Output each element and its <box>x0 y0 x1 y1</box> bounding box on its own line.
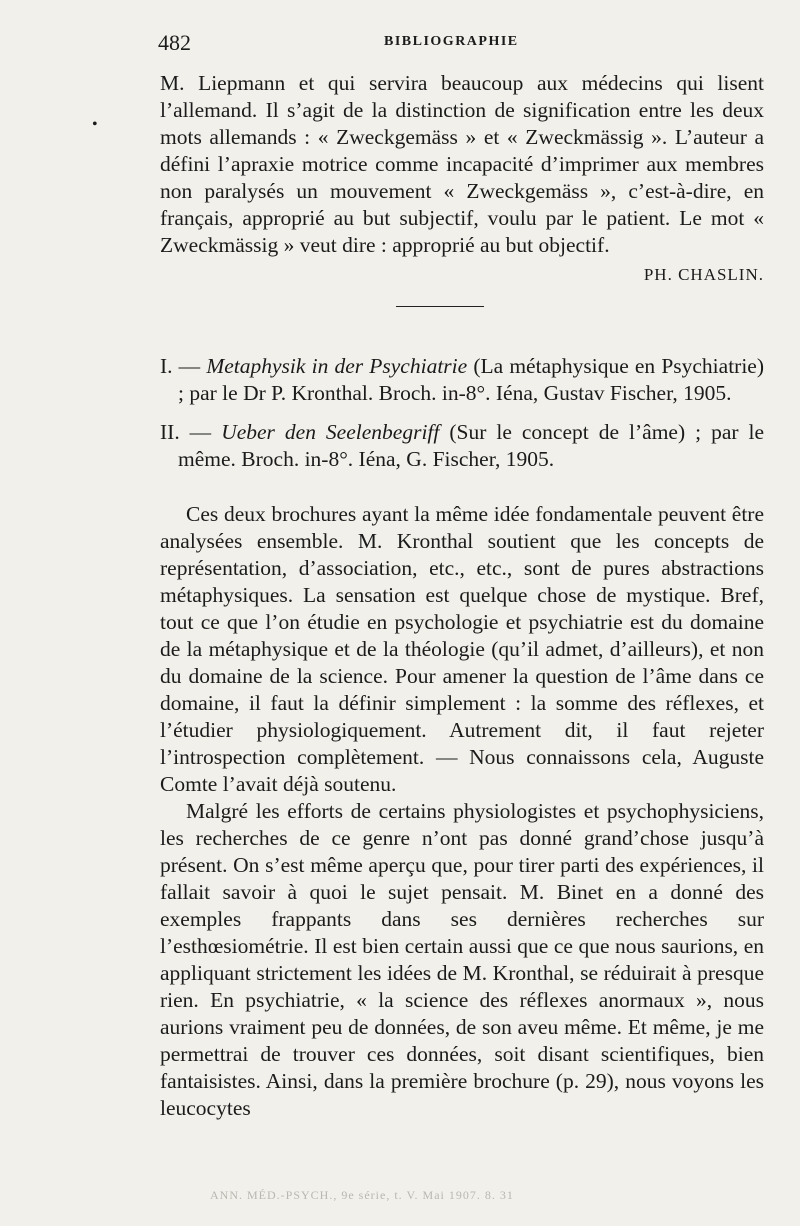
review-paragraph: Malgré les efforts de certains physiologistes et psychophysiciens, les recherches de ce genre n’ont pas donné grand’chose jusqu’à présent. On s’est même aperçu que, pour tirer parti des expériences, il fallait savoir à quoi le sujet pensait. M. Binet en a donné des exemples frappants dans ses dernières recherches sur l’esthœsiométrie. Il est bien certain aussi que ce que nous saurions, en appliquant strictement les idées de M. Kronthal, se réduirait à presque rien. En psychiatrie, « la science des réflexes anormaux », nous aurions vraiment peu de données, de son aveu même. Et même, je me permettrai de trouver ces données, soit disant scientifiques, bien fantaisistes. Ainsi, dans la première brochure (p. 29), nous voyons les leucocytes <box>160 799 764 1120</box>
bibliographic-entry <box>160 419 764 473</box>
entry-number: II. — <box>160 420 212 444</box>
review-paragraph: M. Liepmann et qui servira beaucoup aux médecins qui lisent l’allemand. Il s’agit de la distinction de signification entre les deux mots allemands : « Zweckgemäss » et « Zweckmässig ». L’auteur a défini l’apraxie motrice comme incapacité d’imprimer aux membres non paralysés un mouvement « Zweckgemäss », c’est-à-dire, en français, approprié au but subjectif, voulu par le patient. Le mot « Zweckmässig » veut dire : approprié au but objectif. <box>160 71 764 257</box>
entry-title: Ueber den Seelenbegriff <box>221 420 440 444</box>
bibliographic-entry <box>160 353 764 407</box>
review-paragraph: Ces deux brochures ayant la même idée fondamentale peuvent être analysées ensemble. M. Kronthal soutient que les concepts de représentation, d’association, etc., etc., sont de pures abstractions métaphysiques. La sensation est quelque chose de mystique. Bref, tout ce que l’on étudie en psychologie et psychiatrie est du domaine de la métaphysique et de la théologie (qu’il admet, d’ailleurs), et non du domaine de la science. Pour amener la question de l’âme dans ce domaine, il faut la définir simplement : la somme des réflexes, et l’étudier physiologiquement. Autrement dit, il faut rejeter l’introspection complètement. — Nous connaissons cela, Auguste Comte l’avait déjà soutenu. <box>160 502 764 796</box>
section-divider <box>396 306 484 307</box>
entry-number: I. — <box>160 354 201 378</box>
running-head: BIBLIOGRAPHIE <box>384 34 519 49</box>
page-number: 482 <box>158 30 191 55</box>
page-footer: ANN. MÉD.-PSYCH., 9e série, t. V. Mai 1907. 8. 31 <box>210 1188 514 1202</box>
reviewer-signature: PH. CHASLIN. <box>643 265 764 284</box>
margin-mark: • <box>92 116 98 133</box>
entry-title: Metaphysik in der Psychiatrie <box>206 354 468 378</box>
entry-details: (La métaphysique en Psychiatrie) ; par le Dr P. Kronthal. Broch. in-8°. Iéna, Gustav Fischer, 1905. <box>178 354 765 405</box>
page-header <box>158 30 750 64</box>
spacer <box>160 485 764 501</box>
body-text <box>160 70 764 1122</box>
entry-details: (Sur le concept de l’âme) ; par le même. Broch. in-8°. Iéna, G. Fischer, 1905. <box>178 420 765 471</box>
